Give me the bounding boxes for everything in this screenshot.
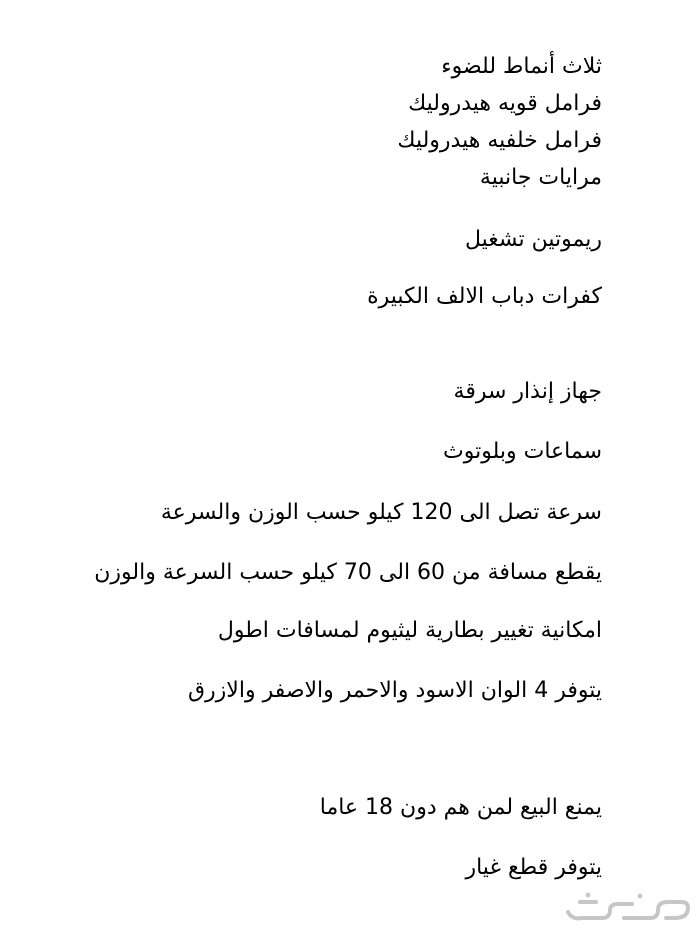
- text-line: كفرات دباب الالف الكبيرة: [367, 284, 602, 309]
- text-line: يتوفر قطع غيار: [465, 855, 602, 880]
- text-line: جهاز إنذار سرقة: [453, 379, 602, 404]
- text-line: سماعات وبلوتوث: [443, 439, 602, 464]
- text-line: ريموتين تشغيل: [465, 227, 602, 252]
- text-line: امكانية تغيير بطارية ليثيوم لمسافات اطول: [217, 618, 602, 643]
- text-line: يمنع البيع لمن هم دون 18 عاما: [319, 795, 602, 820]
- text-line: فرامل قويه هيدروليك: [408, 91, 602, 116]
- text-line: سرعة تصل الى 120 كيلو حسب الوزن والسرعة: [160, 500, 602, 525]
- text-line: مرايات جانبية: [479, 165, 602, 190]
- text-line: ثلاث أنماط للضوء: [441, 54, 602, 79]
- haraj-logo-icon: [562, 890, 692, 926]
- text-line: يقطع مسافة من 60 الى 70 كيلو حسب السرعة والوزن: [94, 560, 602, 585]
- text-line: فرامل خلفيه هيدروليك: [397, 128, 602, 153]
- text-line: يتوفر 4 الوان الاسود والاحمر والاصفر والازرق: [187, 678, 602, 703]
